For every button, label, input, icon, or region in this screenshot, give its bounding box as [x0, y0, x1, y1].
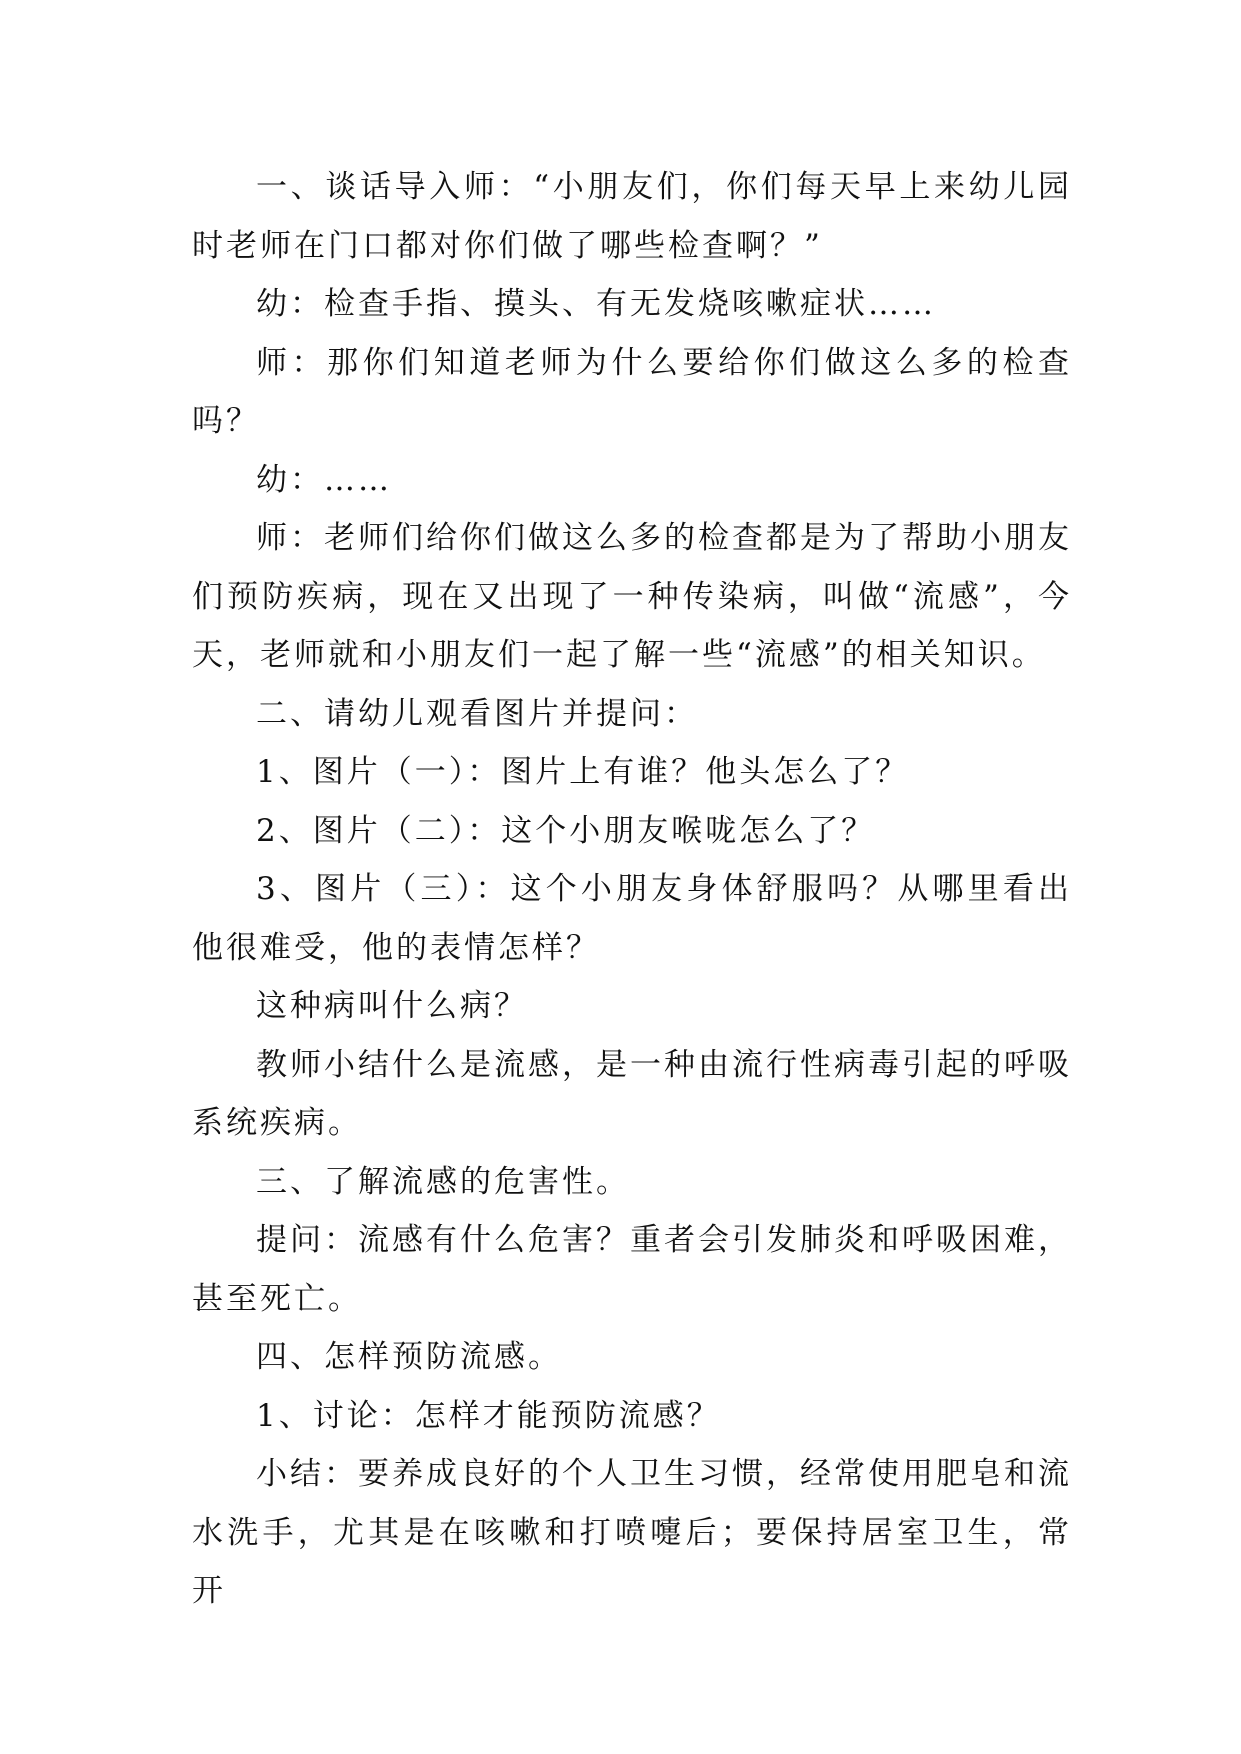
document-body	[192, 158, 1072, 1621]
paragraph-picture-3: 3、图片（三）：这个小朋友身体舒服吗？从哪里看出他很难受，他的表情怎样？	[192, 871, 1072, 966]
paragraph-section-2-heading: 二、请幼儿观看图片并提问：	[256, 695, 698, 732]
paragraph-picture-2: 2、图片（二）：这个小朋友喉咙怎么了？	[256, 812, 876, 849]
paragraph-teacher-explanation: 师：老师们给你们做这么多的检查都是为了帮助小朋友们预防疾病，现在又出现了一种传染病，叫做“流感”，今天，老师就和小朋友们一起了解一些“流感”的相关知识。	[192, 520, 1072, 673]
paragraph-child-answer-1: 幼：检查手指、摸头、有无发烧咳嗽症状……	[256, 286, 936, 322]
paragraph-teacher-question: 师：那你们知道老师为什么要给你们做这么多的检查吗？	[192, 344, 1072, 439]
paragraph-prevention-summary: 小结：要养成良好的个人卫生习惯，经常使用肥皂和流水洗手，尤其是在咳嗽和打喷嚏后；要保持居室卫生，常开	[192, 1456, 1072, 1609]
paragraph-section-3-heading: 三、了解流感的危害性。	[256, 1163, 630, 1200]
paragraph-harm-question: 提问：流感有什么危害？重者会引发肺炎和呼吸困难，甚至死亡。	[192, 1222, 1072, 1317]
paragraph-section-4-heading: 四、怎样预防流感。	[256, 1339, 562, 1375]
paragraph-teacher-summary: 教师小结什么是流感，是一种由流行性病毒引起的呼吸系统疾病。	[192, 1046, 1072, 1141]
paragraph-disease-question: 这种病叫什么病？	[256, 988, 528, 1024]
paragraph-intro-question: 一、谈话导入师：“小朋友们，你们每天早上来幼儿园时老师在门口都对你们做了哪些检查啊？”	[192, 169, 1072, 264]
paragraph-picture-1: 1、图片（一）：图片上有谁？他头怎么了？	[256, 754, 910, 790]
paragraph-child-answer-2: 幼：……	[256, 461, 392, 498]
paragraph-discussion: 1、讨论：怎样才能预防流感？	[256, 1397, 721, 1434]
